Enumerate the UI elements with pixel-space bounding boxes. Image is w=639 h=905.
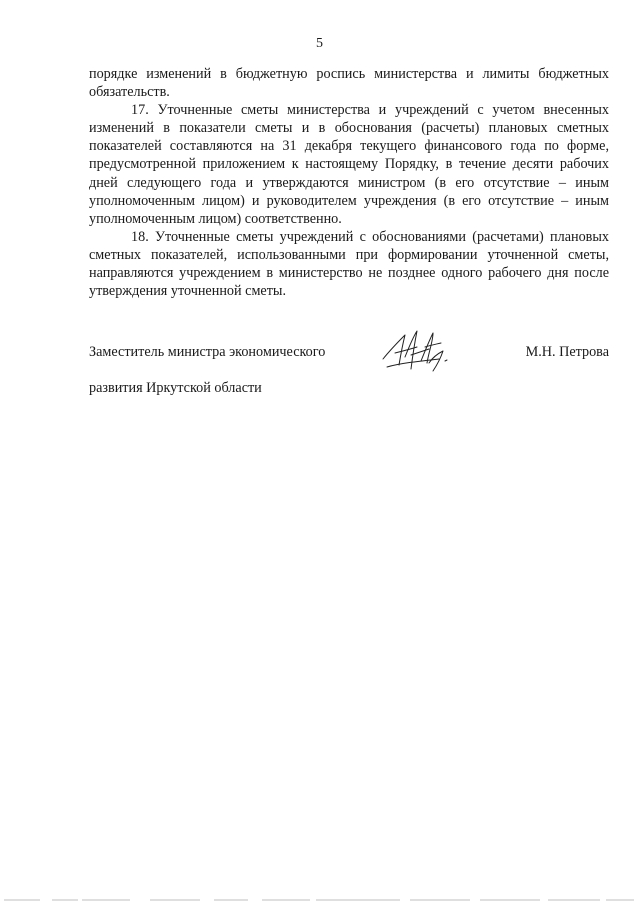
- paragraph-17: 17. Уточненные сметы министерства и учреждений с учетом внесенных изменений в показатели сметы и в обоснования (расчеты) плановых сметных показателей составляются на 31 декабря текущего финансового года по форме, предусмотренной приложением к настоящему Порядку, в течение десяти рабочих дней следующего года и утверждаются министром (в его отсутствие – иным уполномоченным лицом) и руководителем учреждения (в его отсутствие – иным уполномоченным лицом) соответственно.: [89, 102, 609, 227]
- paragraph-18: 18. Уточненные сметы учреждений с обоснованиями (расчетами) плановых сметных показателей, использованными при формировании уточненной сметы, направляются учреждением в министерство не позднее одного рабочего дня после утверждения уточненной сметы.: [89, 228, 609, 300]
- scan-artifact-strip: [0, 897, 639, 903]
- signer-position-line-1: Заместитель министра экономического: [89, 344, 326, 361]
- signer-position-line-2: развития Иркутской области: [89, 380, 262, 397]
- handwritten-signature-icon: [381, 327, 463, 375]
- signature-block: [89, 325, 609, 397]
- page-number: 5: [316, 36, 323, 51]
- signer-name: М.Н. Петрова: [525, 344, 609, 360]
- paragraph-continuation: порядке изменений в бюджетную роспись министерства и лимиты бюджетных обязательств.: [89, 66, 609, 101]
- signer-position: [89, 325, 325, 415]
- document-body: [89, 65, 609, 300]
